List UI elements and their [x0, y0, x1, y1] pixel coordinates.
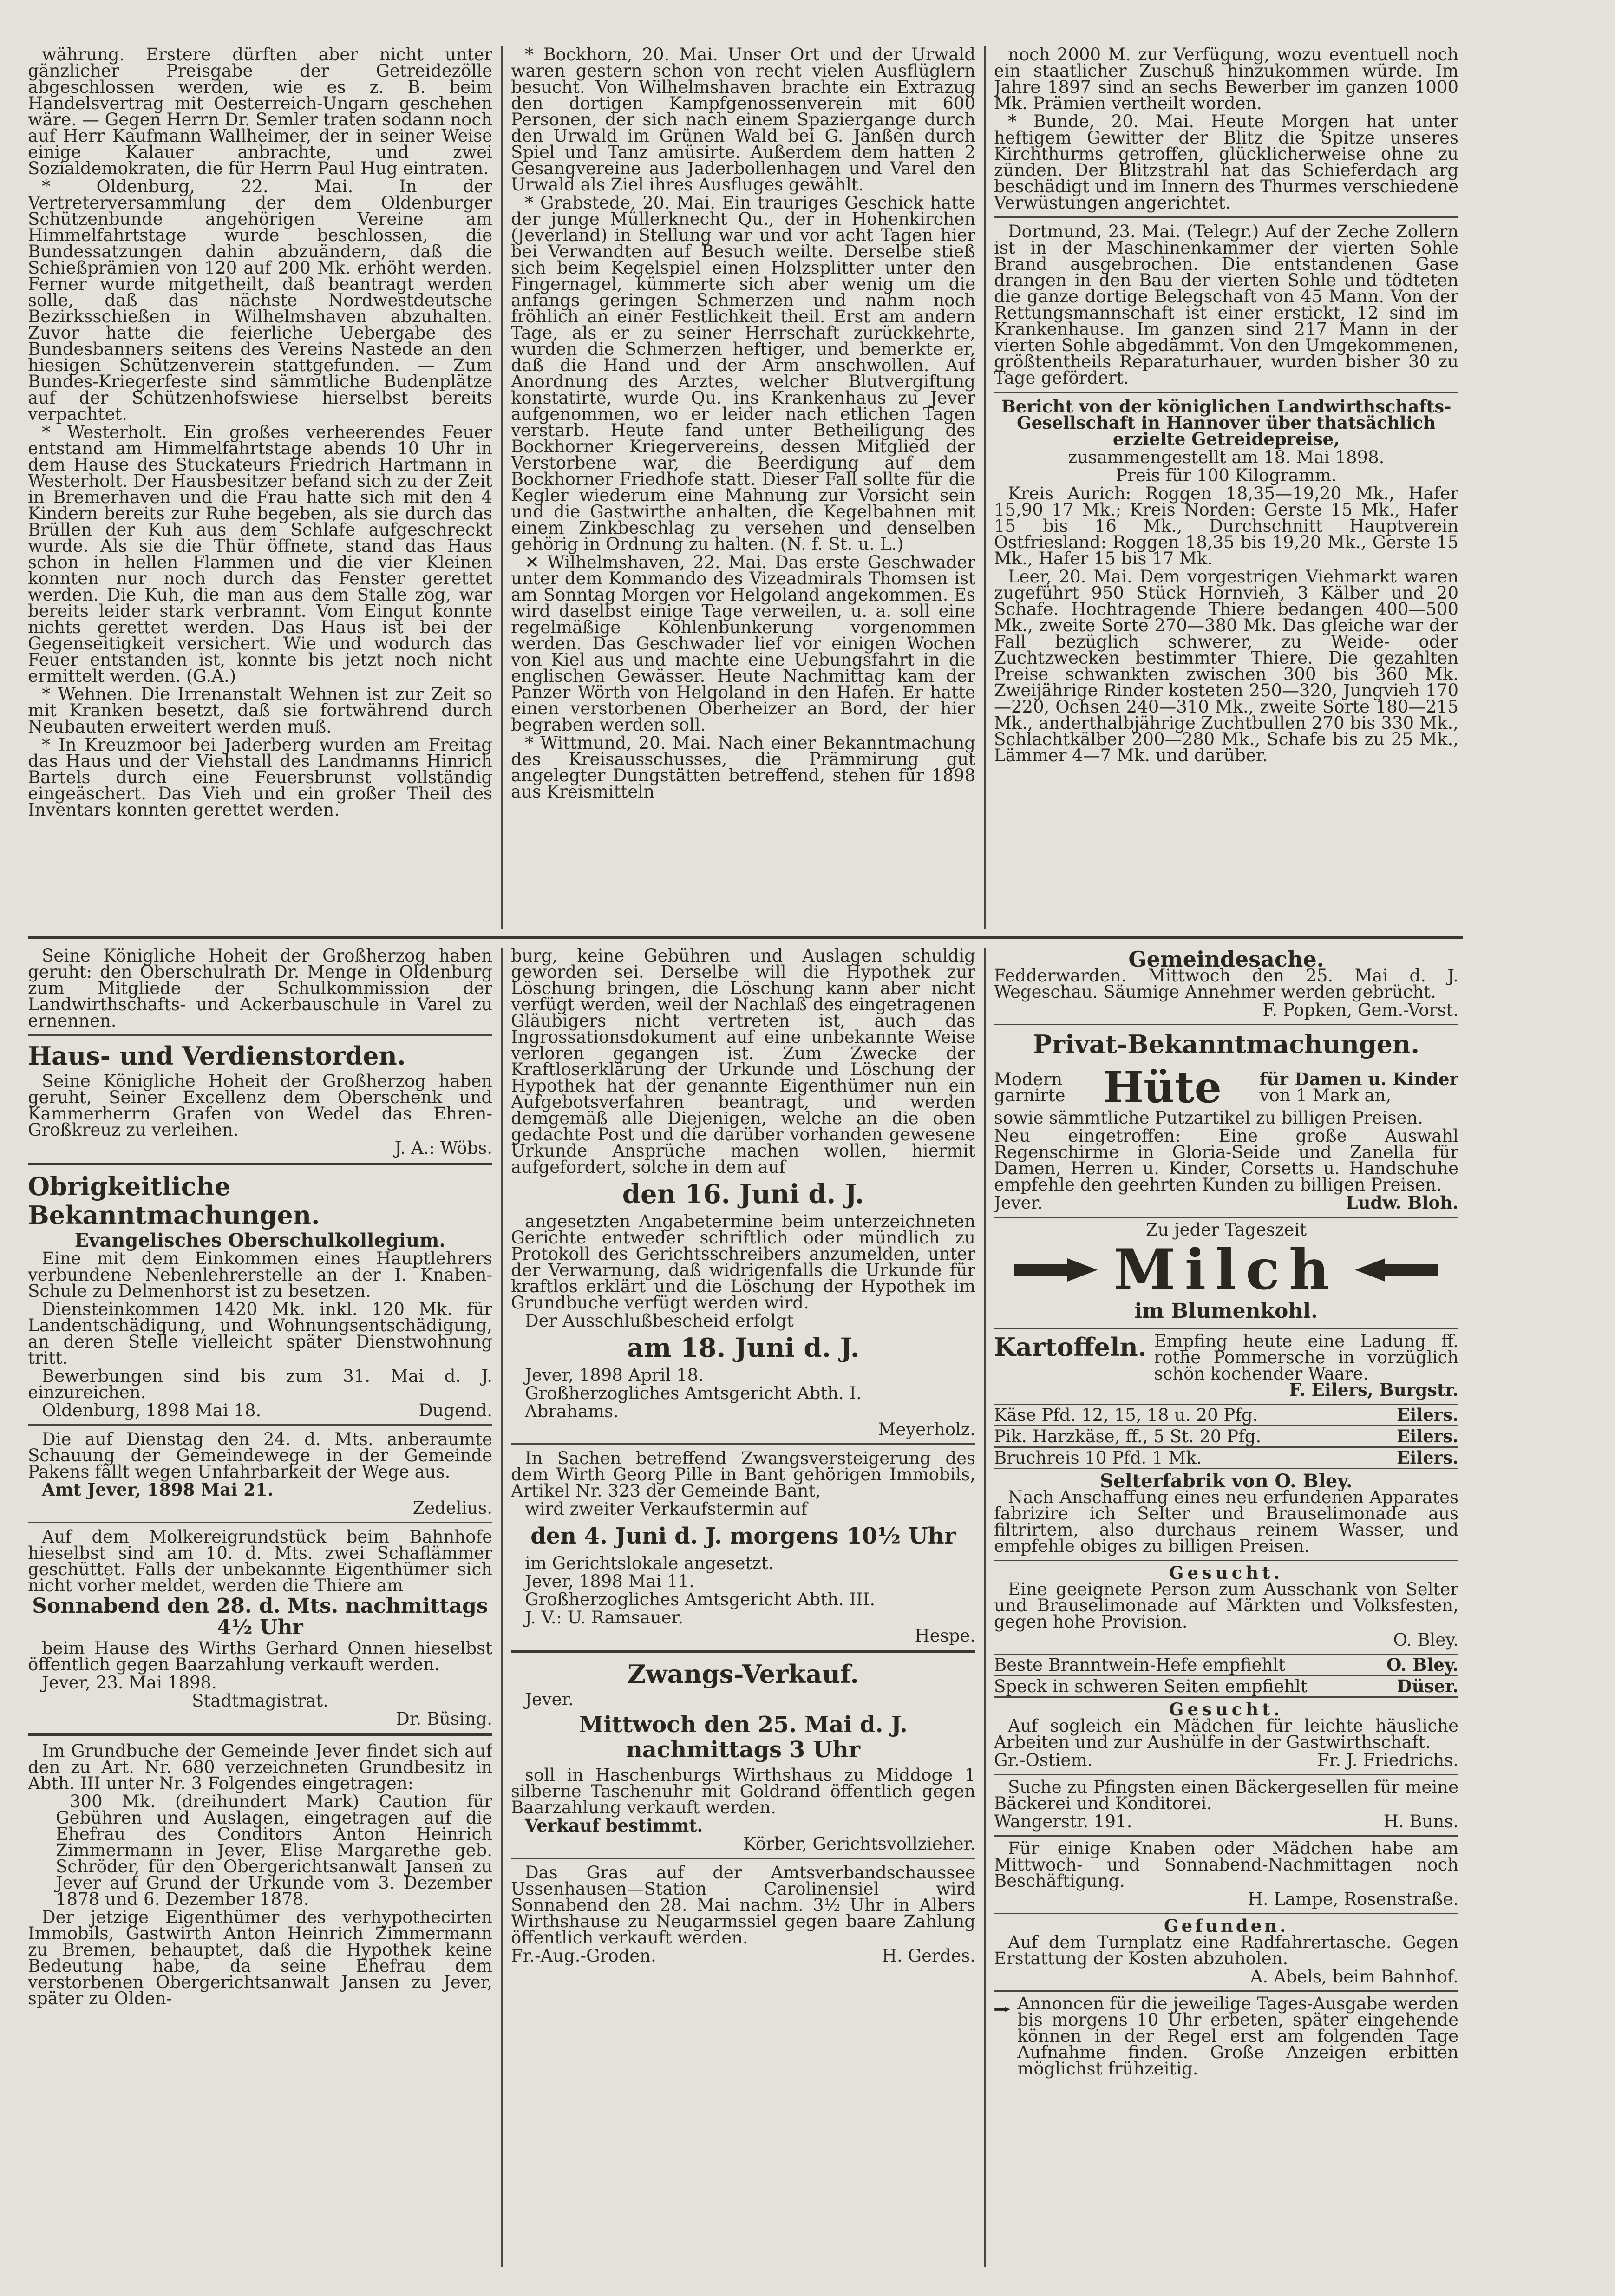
sheep-place: Jever, 23. Mai 1898. [42, 1673, 217, 1693]
ad-baker [994, 1775, 1458, 1837]
auction-place: Jever, 1898 Mai 11. [525, 1571, 694, 1591]
hats-row [994, 1062, 1458, 1112]
official-notices-title: Obrigkeitliche Bekanntmachungen. [28, 1171, 320, 1230]
milk-top: Zu jeder Tageszeit [1145, 1220, 1307, 1240]
upper-column-1 [28, 46, 492, 929]
school-applications: Bewerbungen sind bis zum 31. Mai d. J. einzureichen. [28, 1366, 492, 1402]
divider [994, 216, 1458, 218]
grass-sale-place: Fr.-Aug.-Groden. [511, 1946, 656, 1966]
advert-deadline-text: Annoncen für die jeweilige Tages-Ausgabe werden bis morgens 10 Uhr erbeten, später eingehende können in der Regel erst am folgenden Tage Aufnahme finden. Große Anzeigen erbitten möglichst frühzeitig. [1017, 1994, 1458, 2079]
divider [28, 1733, 492, 1736]
article-dortmund: Dortmund, 23. Mai. (Telegr.) Auf der Zeche Zollern ist in der Maschinenkammer der vierten Sohle Brand ausgebrochen. Die entstandenen Gase drangen in den Bau der vierten Sohle und tödteten die ganze dortige Belegschaft von 45 Mann. Von der Rettungsmannschaft ist einer erstickt, 12 sind im Krankenhause. Im ganzen sind 217 Mann in der vierten Sohle abgedämmt. Von den Umgekommenen, größtentheils Reparaturhauer, wurden bisher 30 zu Tage gefördert. [994, 222, 1458, 388]
gemeinde-signature: F. Popken, Gem.-Vorst. [1262, 1000, 1458, 1020]
school-place: Oldenburg, 1898 Mai 18. [42, 1400, 262, 1420]
ad-gemeinde [994, 948, 1458, 1025]
milk-row [994, 1237, 1458, 1302]
school-text: Eine mit dem Einkommen eines Hauptlehrers verbundene Nebenlehrerstelle an der I. Knaben-Schule zu Delmenhorst ist zu besetzen. [28, 1249, 492, 1301]
land-register-decision: Der Ausschlußbescheid erfolgt [525, 1311, 794, 1331]
deadline-date: den 16. Juni d. J. [622, 1179, 864, 1210]
grain-report-prices: Kreis Aurich: Roggen 18,35—19,20 Mk., Hafer 15,90 17 Mk.; Kreis Norden: Gerste 15 Mk., Hafer 15 bis 16 Mk., Durchschnitt Hauptverein Ostfriesland: Roggen 18,35 bis 19,20 Mk., Gerste 15 Mk., Hafer 15 bis 17 Mk. [994, 484, 1458, 569]
land-register-quote: 300 Mk. (dreihundert Mark) Caution für Gebühren und Auslagen, eingetragen auf die Ehefrau des Conditors Anton Heinrich Zimmermann in Jever, Elise Margarethe geb. Schröder, für den Obergerichtsanwalt Jansen zu Jever auf Grund der Urkunde vom 3. Dezember 1878 und 6. Dezember 1878. [56, 1792, 492, 1909]
seltzer-text: Nach Anschaffung eines neu erfundenen Apparates fabrizire ich Selter und Brauselimonade aus filtrirtem, also durchaus reinem Wasser, und empfehle obiges zu billigen Preisen. [994, 1487, 1458, 1556]
ad-harz-cheese [994, 1426, 1458, 1448]
baker-text: Suche zu Pfingsten einen Bäckergesellen für meine Bäckerei und Konditorei. [994, 1777, 1458, 1813]
forced-sale-signature: Körber, Gerichtsvollzieher. [743, 1834, 975, 1854]
newspaper-page [28, 46, 1463, 2267]
hats-right-line2: von 1 Mark an, [1259, 1086, 1392, 1105]
wanted-maid-text: Auf sogleich ein Mädchen für leichte häusliche Arbeiten und zur Aushülfe in der Gastwirthschaft. [994, 1716, 1458, 1752]
ad-children-work [994, 1837, 1458, 1914]
harz-cheese-signature: Eilers. [1396, 1426, 1458, 1446]
divider [511, 1650, 975, 1653]
lower-column-1 [28, 948, 492, 2267]
article-paragraph: währung. Erstere dürften aber nicht unter gänzlicher Preisgabe der Getreidezölle abgeschlossen werden, wie es z. B. beim Handelsvertrag mit Oesterreich-Ungarn geschehen wäre. — Gegen Herrn Dr. Semler traten sodann noch auf Herr Kaufmann Wallheimer, der in seiner Weise einige Kalauer anbrachte, und zwei Sozialdemokraten, die für Herrn Paul Hug eintraten. [28, 46, 492, 178]
divider [511, 1858, 975, 1859]
ad-rice [994, 1448, 1458, 1469]
article-wehnen: * Wehnen. Die Irrenanstalt Wehnen ist zur Zeit so mit Kranken besetzt, daß sie fortwährend durch Neubauten erweitert werden muß. [28, 684, 492, 737]
grass-sale-text: Das Gras auf der Amtsverbandschaussee Ussenhausen—Station Carolinensiel wird Sonnabend den 28. Mai nachm. 3½ Uhr in Albers Wirthshause zu Neugarmssiel gegen baare Zahlung öffentlich verkauft werden. [511, 1863, 975, 1948]
column-divider [501, 46, 503, 929]
article-leer: Leer, 20. Mai. Dem vorgestrigen Viehmarkt waren zugeführt 950 Stück Hornvieh, 3 Kälber und 20 Schafe. Hochtragende Thiere bedangen 400—500 Mk., zweite Sorte 270—380 Mk. Das gleiche war der Fall bezüglich schwerer, zu Weide- oder Zuchtzwecken bestimmter Thiere. Die gezahlten Preise schwankten zwischen 300 bis 360 Mk. Zweijährige Rinder kosteten 250—320, Jungvieh 170—220, Ochsen 240—310 Mk., zweite Sorte 180—215 Mk., anderthalbjährige Zuchtbullen 270 bis 330 Mk., Schlachtkälber 200—280 Mk., Schafe bis zu 25 Mk., Lämmer 4—7 Mk. und darüber. [994, 567, 1458, 765]
school-signature-line [28, 1402, 492, 1419]
land-register-judge: Abrahams. [525, 1401, 619, 1421]
divider [28, 1034, 492, 1036]
divider [28, 1424, 492, 1426]
rice-signature: Eilers. [1396, 1447, 1458, 1468]
ad-bacon [994, 1676, 1458, 1698]
wanted-maid-place: Gr.-Ostiem. [994, 1750, 1093, 1770]
ad-wanted-maid [994, 1698, 1458, 1775]
ad-potatoes [994, 1329, 1458, 1405]
umbrella-signature: Ludw. Bloh. [1346, 1192, 1458, 1213]
cheese-signature: Eilers. [1396, 1405, 1458, 1425]
lower-column-3 [994, 948, 1458, 2267]
hats-right-line1: für Damen u. Kinder [1259, 1069, 1458, 1089]
harz-cheese-text: Pik. Harzkäse, ff., 5 St. 20 Pfg. [994, 1426, 1262, 1446]
sheep-signature: Dr. Büsing. [396, 1709, 492, 1729]
wanted-maid-title: Gesucht. [1169, 1699, 1284, 1720]
ad-advert-deadline [994, 1992, 1458, 2077]
school-board-title: Evangelisches Oberschulkollegium. [74, 1230, 446, 1251]
milk-bottom: im Blumenkohl. [1134, 1299, 1318, 1323]
ad-seltzer [994, 1469, 1458, 1561]
baker-signature-line [994, 1813, 1458, 1830]
children-work-text: Für einige Knaben oder Mädchen habe am Mittwoch- und Sonnabend-Nachmittagen noch Beschäftigung. [994, 1838, 1458, 1891]
column-divider [501, 948, 503, 2267]
umbrella-signature-line [994, 1192, 1458, 1213]
cheese-text: Käse Pfd. 12, 15, 18 u. 20 Pfg. [994, 1405, 1258, 1425]
article-continuation: noch 2000 M. zur Verfügung, wozu eventuell noch ein staatlicher Zuschuß hinzukommen würde. Im Jahre 1897 sind an sechs Bewerber im ganzen 1000 Mk. Prämien vertheilt worden. [994, 46, 1458, 113]
orders-text: Seine Königliche Hoheit der Großherzog haben geruht, Seiner Excellenz dem Oberschenk und Kammerherrn Grafen von Wedel das Ehren-Großkreuz zu verleihen. [28, 1071, 492, 1140]
auction-clerk: Hespe. [915, 1626, 975, 1646]
brandy-signature: O. Bley. [1386, 1655, 1458, 1675]
auction-text: wird zweiter Verkaufstermin auf [525, 1499, 808, 1519]
auction-intro: In Sachen betreffend Zwangsversteigerung des dem Wirth Georg Pille in Bant gehörigen Immobils, Artikel Nr. 323 der Gemeinde Bant, [511, 1448, 975, 1501]
article-bunde: * Bunde, 20. Mai. Heute Morgen hat unter heftigem Gewitter der Blitz die Spitze unseres Kirchthurms getroffen, glücklicherweise ohne zu zünden. Der Blitzstrahl hat das Schieferdach arg beschädigt und im Innern des Thurmes verschiedene Verwüstungen angerichtet. [994, 111, 1458, 213]
land-register-owner: Der jetzige Eigenthümer des verhypothecirten Immobils, Gastwirth Anton Heinrich Zimmermann zu Bremen, behauptet, daß die Hypothek keine Bedeutung habe, da seine Ehefrau dem verstorbenen Obergerichtsanwalt Jansen zu Jever, später zu Olden- [28, 1907, 492, 2008]
article-oldenburg: * Oldenburg, 22. Mai. In der Vertreterversammlung der dem Oldenburger Schützenbunde angehörigen Vereine am Himmelfahrtstage wurde beschlossen, die Bundessatzungen dahin abzuändern, daß die Schießprämien von 120 auf 200 Mk. erhöht werden. Ferner wurde mitgetheilt, daß beantragt werden solle, daß das nächste Nordwestdeutsche Bezirksschießen in Wilhelmshaven abzuhalten. Zuvor hatte die feierliche Uebergabe des Bundesbanners seitens des Vereins Nastede an den hiesigen Schützenverein stattgefunden. — Zum Bundes-Kriegerfeste sind sämmtliche Budenplätze auf der Schützenhofswiese hierselbst bereits verpachtet. [28, 177, 492, 424]
orders-title: Haus- und Verdienstorden. [28, 1041, 406, 1071]
decision-date: am 18. Juni d. J. [627, 1333, 860, 1363]
ad-brandy-yeast [994, 1655, 1458, 1676]
sheep-notice-cont: beim Hause des Wirths Gerhard Onnen hieselbst öffentlich gegen Baarzahlung verkauft werden. [28, 1638, 492, 1675]
auction-location: im Gerichtslokale angesetzt. [525, 1553, 774, 1573]
orders-signature: J. A.: Wöbs. [394, 1138, 492, 1158]
auction-date: den 4. Juni d. J. morgens 10½ Uhr [530, 1523, 956, 1549]
divider [28, 1522, 492, 1523]
land-register-court: Großherzogliches Amtsgericht Abth. I. [525, 1383, 862, 1403]
wanted-maid-signature: Fr. J. Friedrichs. [1317, 1750, 1458, 1770]
hats-word: Hüte [1103, 1062, 1222, 1112]
private-notices-title: Privat-Bekanntmachungen. [1033, 1029, 1420, 1059]
pointing-hand-right-icon [994, 1995, 1011, 2023]
bacon-text: Speck in schweren Seiten empfiehlt [994, 1676, 1308, 1696]
column-divider [984, 948, 986, 2267]
gemeinde-text: Fedderwarden. Mittwoch den 25. Mai d. J. Wegeschau. Säumige Annehmer werden gebrücht. [994, 966, 1458, 1002]
section-divider [28, 936, 1463, 939]
divider [994, 392, 1458, 393]
article-wittmund: * Wittmund, 20. Mai. Nach einer Bekanntmachung des Kreisausschusses, die Prämmirung gut angelegter Dungstätten betreffend, stehen für 1898 aus Kreismitteln [511, 733, 975, 802]
forced-sale-final: Verkauf bestimmt. [525, 1815, 703, 1836]
baker-address: Wangerstr. 191. [994, 1812, 1132, 1832]
forced-sale-title: Zwangs-Verkauf. [627, 1659, 859, 1689]
umbrella-text: Neu eingetroffen: Eine große Auswahl Regenschirme in Gloria-Seide und Zanella für Damen, Herren u. Kinder, Corsetts u. Handschuhe empfehle den geehrten Kunden zu billigen Preisen. [994, 1126, 1458, 1195]
children-work-signature: H. Lampe, Rosenstraße. [1248, 1889, 1458, 1909]
hats-text: sowie sämmtliche Putzartikel zu billigen Preisen. [994, 1108, 1423, 1128]
found-title: Gefunden. [1164, 1916, 1289, 1936]
upper-column-2 [511, 46, 975, 929]
sheep-notice: Auf dem Molkereigrundstück beim Bahnhofe hieselbst sind am 10. d. Mts. zwei Schaflämmer geschüttet. Falls der unbekannte Eigenthümer sich nicht vorher meldet, werden die Thiere am [28, 1527, 492, 1596]
sheep-magistrate: Stadtmagistrat. [192, 1691, 328, 1711]
auction-court: Großherzogliches Amtsgericht Abth. III. [525, 1590, 876, 1609]
roads-place: Amt Jever, 1898 Mai 21. [42, 1479, 274, 1500]
pointing-hand-left-icon [1353, 1254, 1441, 1286]
ad-hats [994, 1061, 1458, 1218]
hats-right [1260, 1071, 1458, 1104]
column-divider [984, 46, 986, 929]
grain-report-title: Bericht von der königlichen Landwirthschafts-Gesellschaft in Hannover über thatsächlich erzielte Getreidepreise, [1001, 396, 1452, 449]
baker-signature: H. Buns. [1383, 1812, 1458, 1832]
divider [28, 1163, 492, 1165]
seltzer-title: Selterfabrik von O. Bley. [1100, 1470, 1353, 1492]
hats-left-line2: garnirte [994, 1086, 1066, 1105]
rice-text: Bruchreis 10 Pfd. 1 Mk. [994, 1448, 1202, 1468]
found-text: Auf dem Turnplatz eine Radfahrertasche. Gegen Erstattung der Kosten abzuholen. [994, 1932, 1458, 1969]
roads-notice: Die auf Dienstag den 24. d. Mts. anberaumte Schauung der Gemeindewege in der Gemeinde Pakens fällt wegen Unfahrbarkeit der Wege aus. [28, 1429, 492, 1482]
appointment-notice: Seine Königliche Hoheit der Großherzog haben geruht: den Oberschulrath Dr. Menge in Oldenburg zum Mitgliede der Schulkommission der Landwirthschafts- und Ackerbauschule in Varel zu ernennen. [28, 948, 492, 1031]
auction-judge: J. V.: U. Ramsauer. [525, 1608, 684, 1628]
article-bockhorn: * Bockhorn, 20. Mai. Unser Ort und der Urwald waren gestern schon von recht vielen Ausflüglern besucht. Von Wilhelmshaven brachte ein Extrazug den dortigen Kampfgenossenverein mit 600 Personen, der sich nach einem Spaziergange durch den Urwald im Grünen Wald bei G. Janßen durch Spiel und Tanz amüsirte. Außerdem dem hatten 2 Gesangvereine aus Jaderbollenhagen und Varel den Urwald als Ziel ihres Ausfluges gewählt. [511, 46, 975, 195]
grass-sale-signature: H. Gerdes. [882, 1946, 975, 1966]
ad-found [994, 1914, 1458, 1992]
article-westerholt: * Westerholt. Ein großes verheerendes Feuer entstand am Himmelfahrtstage abends 10 Uhr in dem Hause des Stuckateurs Friedrich Hartmann in Westerholt. Der Hausbesitzer befand sich zu der Zeit in Bremerhaven und die Frau hatte sich mit den 4 Kindern bereits zur Ruhe begeben, als sie durch das Brüllen der Kuh aus dem Schlafe aufgeschreckt wurde. Als sie die Thür öffnete, stand das Haus schon in hellen Flammen und die vier Kleinen konnten nur noch durch das Fenster gerettet werden. Die Kuh, die man aus dem Stalle zog, war bereits leider stark verbrannt. Vom Eingut konnte nichts gerettet werden. Das Haus ist bei der Gegenseitigkeit versichert. Wie und wodurch das Feuer entstanden ist, konnte bis jetzt noch nicht ermittelt werden. (G.A.) [28, 422, 492, 686]
forced-sale-place: Jever. [525, 1689, 574, 1709]
hats-left-line1: Modern [994, 1069, 1063, 1089]
article-kreuzmoor: * In Kreuzmoor bei Jaderberg wurden am Freitag das Haus und der Viehstall des Landmanns Hinrich Bartels durch eine Feuersbrunst vollständig eingeäschert. Das Vieh und ein großer Theil des Inventars konnten gerettet werden. [28, 735, 492, 820]
potato-row [994, 1333, 1458, 1382]
hats-left [994, 1071, 1066, 1104]
forced-sale-date: Mittwoch den 25. Mai d. J. nachmittags 3 Uhr [579, 1712, 908, 1763]
land-register-continuation: burg, keine Gebühren und Auslagen schuldig geworden sei. Derselbe will die Hypothek zur Löschung bringen, die Löschung kann aber nicht verfügt werden, weil der Nachlaß des eingetragenen Gläubigers nicht vertreten ist, auch das Ingrossationsdokument auf eine unbekannte Weise verloren gegangen ist. Zum Zwecke der Kraftloserklärung der Urkunde und Löschung der Hypothek hat der genannte Eigenthümer nun ein Aufgebotsverfahren beantragt, und werden demgemäß alle Diejenigen, welche an die oben gedachte Post und die darüber vorhanden gewesene Urkunde Ansprüche machen wollen, hiermit aufgefordert, solche in dem auf [511, 948, 975, 1177]
umbrella-place: Jever. [994, 1193, 1043, 1213]
article-grabstede: * Grabstede, 20. Mai. Ein trauriges Geschick hatte der junge Müllerknecht Qu., der in Hohenkirchen (Jeverland) in Stellung war und vor acht Tagen hier bei Verwandten auf Besuch weilte. Derselbe stieß sich beim Kegelspiel einen Holzsplitter unter den Fingernagel, kümmerte sich aber wenig um die anfangs geringen Schmerzen und nahm noch fröhlich an einer Festlichkeit theil. Erst am andern Tage, als er zu seiner Herrschaft zurückkehrte, wurden die Schmerzen heftiger, und bemerkte er, daß die Hand und der Arm anschwollen. Auf Anordnung des Arztes, welcher Blutvergiftung konstatirte, wurde Qu. ins Krankenhaus zu Jever aufgenommen, wo er leider nach etlichen Tagen verstarb. Heute fand unter Betheiligung des Bockhorner Kriegervereins, dessen Mitglied der Verstorbene war, die Beerdigung auf dem Bockhorner Friedhofe statt. Dieser Fall sollte für die Kegler wiederum eine Mahnung zur Vorsicht sein und die Gastwirthe anhalten, die Kegelbahnen mit einem Zinkbeschlag zu versehen und denselben gehörig in Ordnung zu halten. (N. f. St. u. L.) [511, 193, 975, 554]
ad-cheese [994, 1405, 1458, 1426]
land-register-terms: angesetzten Angabetermine beim unterzeichneten Gerichte entweder schriftlich oder mündlich zu Protokoll des Gerichtsschreibers anzumelden, unter der Verwarnung, daß widrigenfalls die Urkunde für kraftlos erklärt und die Löschung der Hypothek im Grundbuche verfügt werden wird. [511, 1211, 975, 1313]
roads-signature: Zedelius. [412, 1498, 492, 1518]
lower-column-2 [511, 948, 975, 2267]
land-register-notice: Im Grundbuche der Gemeinde Jever findet sich auf den zu Art. Nr. 680 verzeichneten Grundbesitz in Abth. III unter Nr. 3 Folgendes eingetragen: [28, 1741, 492, 1793]
brandy-text: Beste Branntwein-Hefe empfiehlt [994, 1655, 1286, 1675]
wanted-maid-signature-line [994, 1752, 1458, 1768]
bacon-signature: Düser. [1397, 1676, 1458, 1696]
article-wilhelmshaven: ✕ Wilhelmshaven, 22. Mai. Das erste Geschwader unter dem Kommando des Vizeadmirals Thomsen ist am Sonntag Morgen vor Helgoland angekommen. Es wird daselbst einige Tage verweilen, u. a. soll eine regelmäßige Kohlenbunkerung vorgenommen werden. Das Geschwader lief vor einigen Wochen von Kiel aus und machte eine Uebungsfahrt in die englischen Gewässer. Heute Nachmittag kam der Panzer Wörth von Helgoland in den Hafen. Er hatte einen verstorbenen Oberheizer an Bord, der hier begraben werden soll. [511, 552, 975, 735]
gemeinde-title: Gemeindesache. [1128, 948, 1324, 972]
school-salary: Diensteinkommen 1420 Mk. inkl. 120 Mk. für Landentschädigung, und Wohnungsentschädigung, an deren Stelle vielleicht später Dienstwohnung tritt. [28, 1299, 492, 1368]
forced-sale-text: soll in Haschenburgs Wirthshaus zu Middoge 1 silberne Taschenuhr mit Goldrand öffentlich gegen Baarzahlung verkauft werden. [511, 1765, 975, 1818]
grain-report-date: zusammengestellt am 18. Mai 1898. [1068, 447, 1385, 467]
milk-word: Milch [1113, 1237, 1339, 1302]
wanted-seller-title: Gesucht. [1169, 1563, 1284, 1583]
land-register-clerk: Meyerholz. [878, 1419, 975, 1439]
grain-report-unit: Preis für 100 Kilogramm. [1116, 465, 1337, 485]
school-signature: Dugend. [418, 1400, 492, 1420]
grass-sale-signature-line [511, 1948, 975, 1964]
potato-text: Empfing heute eine Ladung ff. rothe Pommersche in vorzüglich schön kochender Waare. [1154, 1331, 1458, 1384]
potato-signature: F. Eilers, Burgstr. [1289, 1380, 1458, 1400]
upper-column-3 [994, 46, 1458, 929]
wanted-seller-text: Eine geeignete Person zum Ausschank von Selter und Brauselimonade auf Märkten und Volksfesten, gegen hohe Provision. [994, 1579, 1458, 1632]
wanted-seller-signature: O. Bley. [1393, 1630, 1458, 1650]
ad-wanted-seller [994, 1561, 1458, 1655]
divider [511, 1443, 975, 1445]
sheep-date: Sonnabend den 28. d. Mts. nachmittags 4½ Uhr [32, 1594, 488, 1639]
land-register-place: Jever, 1898 April 18. [525, 1365, 704, 1385]
potato-word: Kartoffeln. [994, 1332, 1147, 1362]
ad-milk [994, 1218, 1458, 1329]
found-signature: A. Abels, beim Bahnhof. [1250, 1967, 1458, 1987]
pointing-hand-right-icon [1012, 1254, 1100, 1286]
